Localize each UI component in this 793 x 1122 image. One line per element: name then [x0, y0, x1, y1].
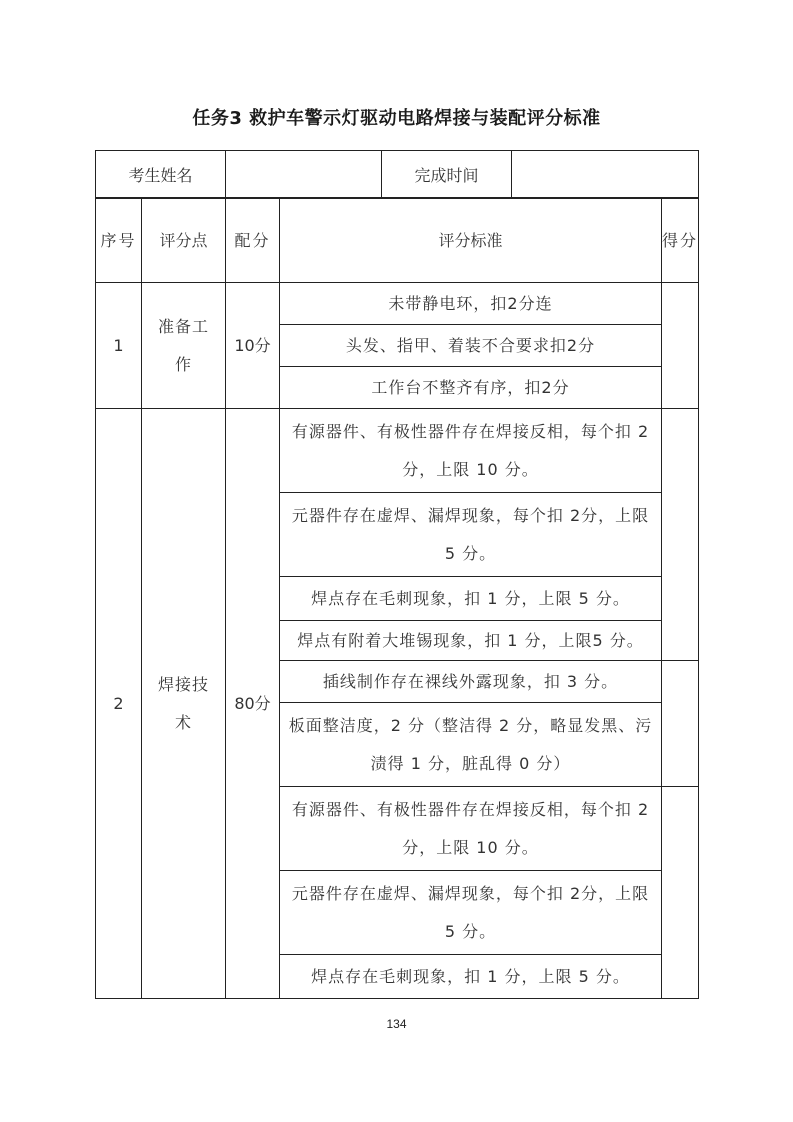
section-seq: 1 — [96, 283, 142, 409]
name-label: 考生姓名 — [96, 151, 226, 198]
criteria-item: 元器件存在虚焊、漏焊现象，每个扣 2分，上限 5 分。 — [280, 493, 662, 577]
section-point: 焊接技术 — [142, 409, 226, 999]
criteria-item: 焊点存在毛刺现象，扣 1 分，上限 5 分。 — [280, 577, 662, 621]
header-point: 评分点 — [142, 199, 226, 283]
section-score: 80分 — [226, 409, 280, 999]
criteria-item: 未带静电环，扣2分连 — [280, 283, 662, 325]
header-score: 配分 — [226, 199, 280, 283]
section-score: 10分 — [226, 283, 280, 409]
page-title: 任务3 救护车警示灯驱动电路焊接与装配评分标准 — [192, 108, 601, 129]
criteria-item: 元器件存在虚焊、漏焊现象，每个扣 2分，上限 5 分。 — [280, 871, 662, 955]
candidate-info-table — [95, 150, 699, 198]
name-value-cell[interactable] — [226, 151, 382, 198]
header-row — [96, 199, 699, 283]
criteria-item: 有源器件、有极性器件存在焊接反相，每个扣 2 分，上限 10 分。 — [280, 787, 662, 871]
page-number: 134 — [386, 1017, 407, 1031]
table-row — [96, 283, 699, 325]
score-got-cell[interactable] — [662, 787, 699, 999]
criteria-item: 有源器件、有极性器件存在焊接反相，每个扣 2 分，上限 10 分。 — [280, 409, 662, 493]
criteria-item: 工作台不整齐有序，扣2分 — [280, 367, 662, 409]
score-got-cell[interactable] — [662, 661, 699, 787]
header-seq: 序号 — [96, 199, 142, 283]
header-criteria: 评分标准 — [280, 199, 662, 283]
section-seq: 2 — [96, 409, 142, 999]
section-point: 准备工作 — [142, 283, 226, 409]
header-got: 得分 — [662, 199, 699, 283]
criteria-item: 头发、指甲、着装不合要求扣2分 — [280, 325, 662, 367]
criteria-item: 焊点存在毛刺现象，扣 1 分，上限 5 分。 — [280, 955, 662, 999]
criteria-item: 焊点有附着大堆锡现象，扣 1 分，上限5 分。 — [280, 621, 662, 661]
criteria-item: 板面整洁度，2 分（整洁得 2 分，略显发黑、污渍得 1 分，脏乱得 0 分） — [280, 703, 662, 787]
score-got-cell[interactable] — [662, 283, 699, 409]
score-got-cell[interactable] — [662, 409, 699, 661]
grading-table — [95, 198, 699, 999]
table-row — [96, 409, 699, 493]
time-label: 完成时间 — [382, 151, 512, 198]
criteria-item: 插线制作存在裸线外露现象，扣 3 分。 — [280, 661, 662, 703]
time-value-cell[interactable] — [512, 151, 699, 198]
